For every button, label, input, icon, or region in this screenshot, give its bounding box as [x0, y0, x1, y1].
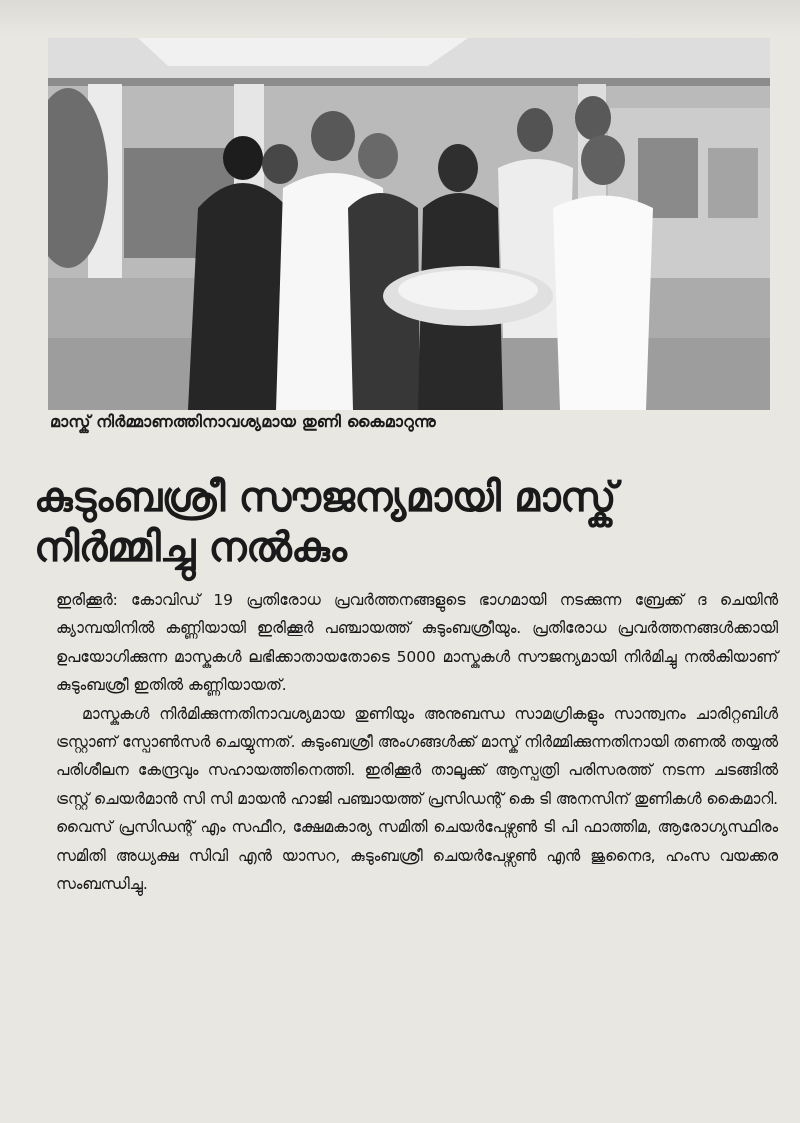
photo-caption: മാസ്ക് നിർമ്മാണത്തിനാവശ്യമായ തുണി കൈമാറുന്നു [50, 412, 436, 431]
headline-line-2: നിർമ്മിച്ചു നൽകും [34, 523, 347, 571]
news-photo [48, 38, 770, 410]
cutoff-text [40, 0, 46, 9]
headline-line-1: കുടുംബശ്രീ സൗജന്യമായി മാസ്ക് [34, 473, 616, 521]
article-paragraph-2: മാസ്കുകൾ നിർമിക്കുന്നതിനാവശ്യമായ തുണിയും അനുബന്ധ സാമഗ്രികളും സാന്ത്വനം ചാരിറ്റബിൾ ട്രസ്റ്റാണ് സ്പോൺസർ ചെയ്യുന്നത്. കുടുംബശ്രീ അംഗങ്ങൾക്ക് മാസ്ക് നിർമ്മിക്കുന്നതിനായി തണൽ തയ്യൽ പരിശീലന കേന്ദ്രവും സഹായത്തിനെത്തി. ഇരിക്കൂർ താലൂക്ക് ആസ്പത്രി പരിസരത്ത് നടന്ന ചടങ്ങിൽ ട്രസ്റ്റ് ചെയർമാൻ സി സി മായൻ ഹാജി പഞ്ചായത്ത് പ്രസിഡന്റ് കെ ടി അനസിന് തുണികൾ കൈമാറി. വൈസ് പ്രസിഡന്റ് എം സഫീറ, ക്ഷേമകാര്യ സമിതി ചെയർപേഴ്സൺ ടി പി ഫാത്തിമ, ആരോഗ്യസ്ഥിരം സമിതി അധ്യക്ഷ സിവി എൻ യാസറ, കുടുംബശ്രീ ചെയർപേഴ്സൺ എൻ ജുനൈദ, ഹംസ വയക്കര സംബന്ധിച്ചു. [56, 704, 778, 894]
article-paragraph-1: ഇരിക്കൂർ: കോവിഡ് 19 പ്രതിരോധ പ്രവർത്തനങ്ങളുടെ ഭാഗമായി നടക്കുന്ന ബ്രേക്ക് ദ ചെയിൻ ക്യാമ്പയിനിൽ കണ്ണിയായി ഇരിക്കൂർ പഞ്ചായത്ത് കുടുംബശ്രീയും. പ്രതിരോധ പ്രവർത്തനങ്ങൾക്കായി ഉപയോഗിക്കുന്ന മാസ്കുകൾ ലഭിക്കാതായതോടെ 5000 മാസ്കുകൾ സൗജന്യമായി നിർമിച്ചു നൽകിയാണ് കുടുംബശ്രീ ഇതിൽ കണ്ണിയായത്. [56, 591, 778, 695]
article-body [56, 586, 778, 898]
adjacent-article-cutoff [0, 0, 800, 36]
headline [34, 472, 786, 572]
photo-of-mask-cloth-handover-icon [48, 38, 770, 410]
left-column-cutoff [0, 120, 24, 540]
